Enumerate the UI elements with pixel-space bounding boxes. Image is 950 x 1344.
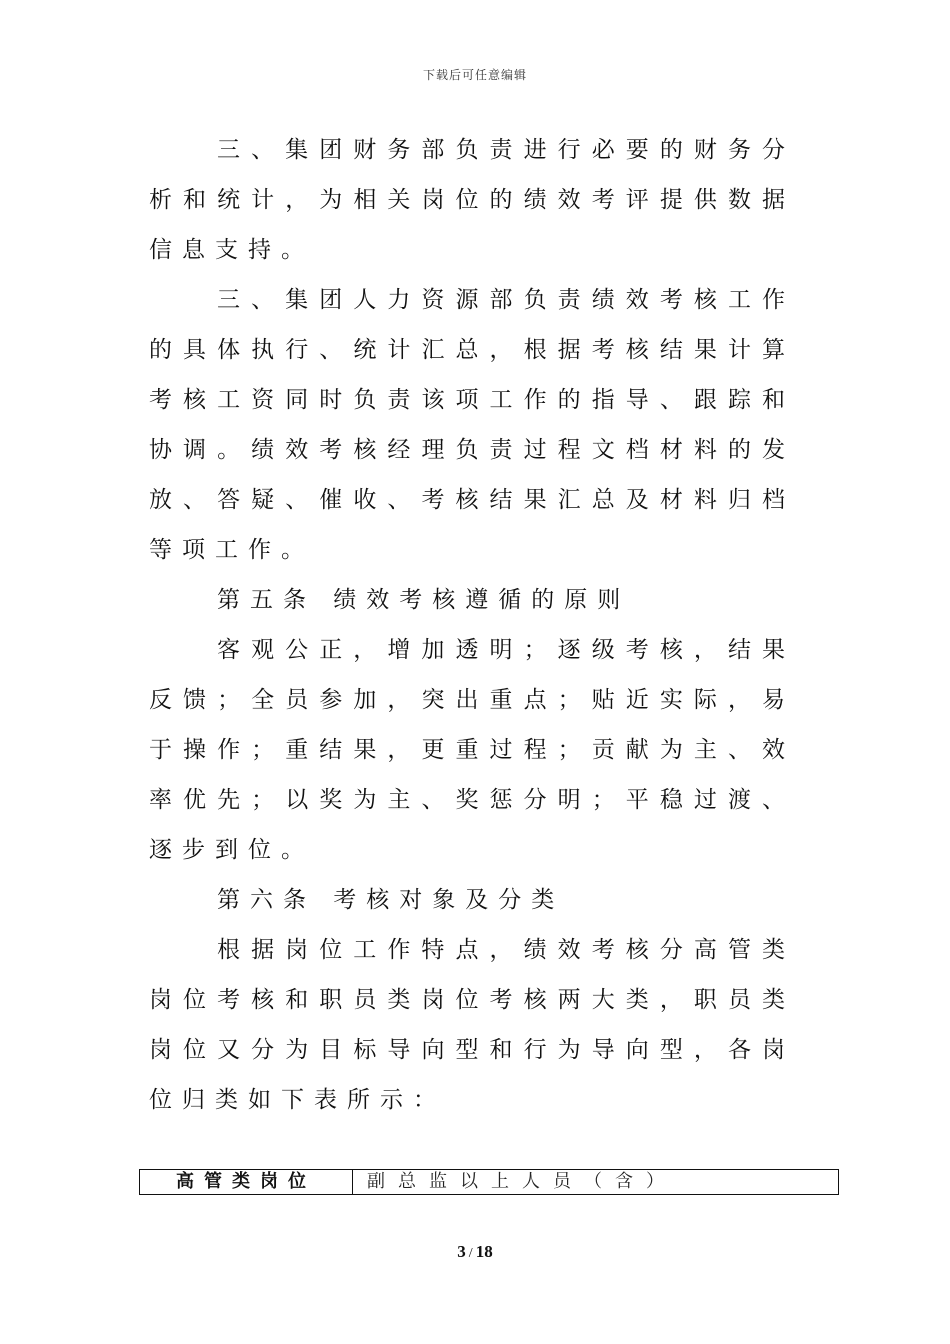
page-number	[0, 1242, 950, 1262]
paragraph-hr-dept: 三、集团人力资源部负责绩效考核工作的具体执行、统计汇总，根据考核结果计算考核工资同时负责该项工作的指导、跟踪和协调。绩效考核经理负责过程文档材料的发放、答疑、催收、考核结果汇总及材料归档等项工作。	[149, 287, 795, 563]
table-cell-category: 高管类岗位	[140, 1170, 353, 1195]
page-separator: /	[468, 1246, 473, 1261]
article-five-heading: 第五条 绩效考核遵循的原则	[217, 587, 631, 613]
position-classification-table	[139, 1169, 839, 1195]
paragraph-principles: 客观公正，增加透明；逐级考核，结果反馈；全员参加，突出重点；贴近实际，易于操作；重结果，更重过程；贡献为主、效率优先；以奖为主、奖惩分明；平稳过渡、逐步到位。	[149, 637, 795, 863]
document-body	[149, 125, 795, 1125]
paragraph-classification: 根据岗位工作特点，绩效考核分高管类岗位考核和职员类岗位考核两大类，职员类岗位又分为目标导向型和行为导向型，各岗位归类如下表所示：	[149, 937, 795, 1113]
paragraph-finance-dept: 三、集团财务部负责进行必要的财务分析和统计，为相关岗位的绩效考评提供数据信息支持。	[149, 137, 795, 263]
page-header: 下载后可任意编辑	[422, 68, 527, 82]
current-page: 3	[457, 1242, 466, 1261]
total-pages: 18	[475, 1242, 493, 1261]
table-row	[140, 1170, 839, 1195]
table-cell-description: 副总监以上人员（含）	[353, 1170, 839, 1195]
article-six-heading: 第六条 考核对象及分类	[217, 887, 565, 913]
